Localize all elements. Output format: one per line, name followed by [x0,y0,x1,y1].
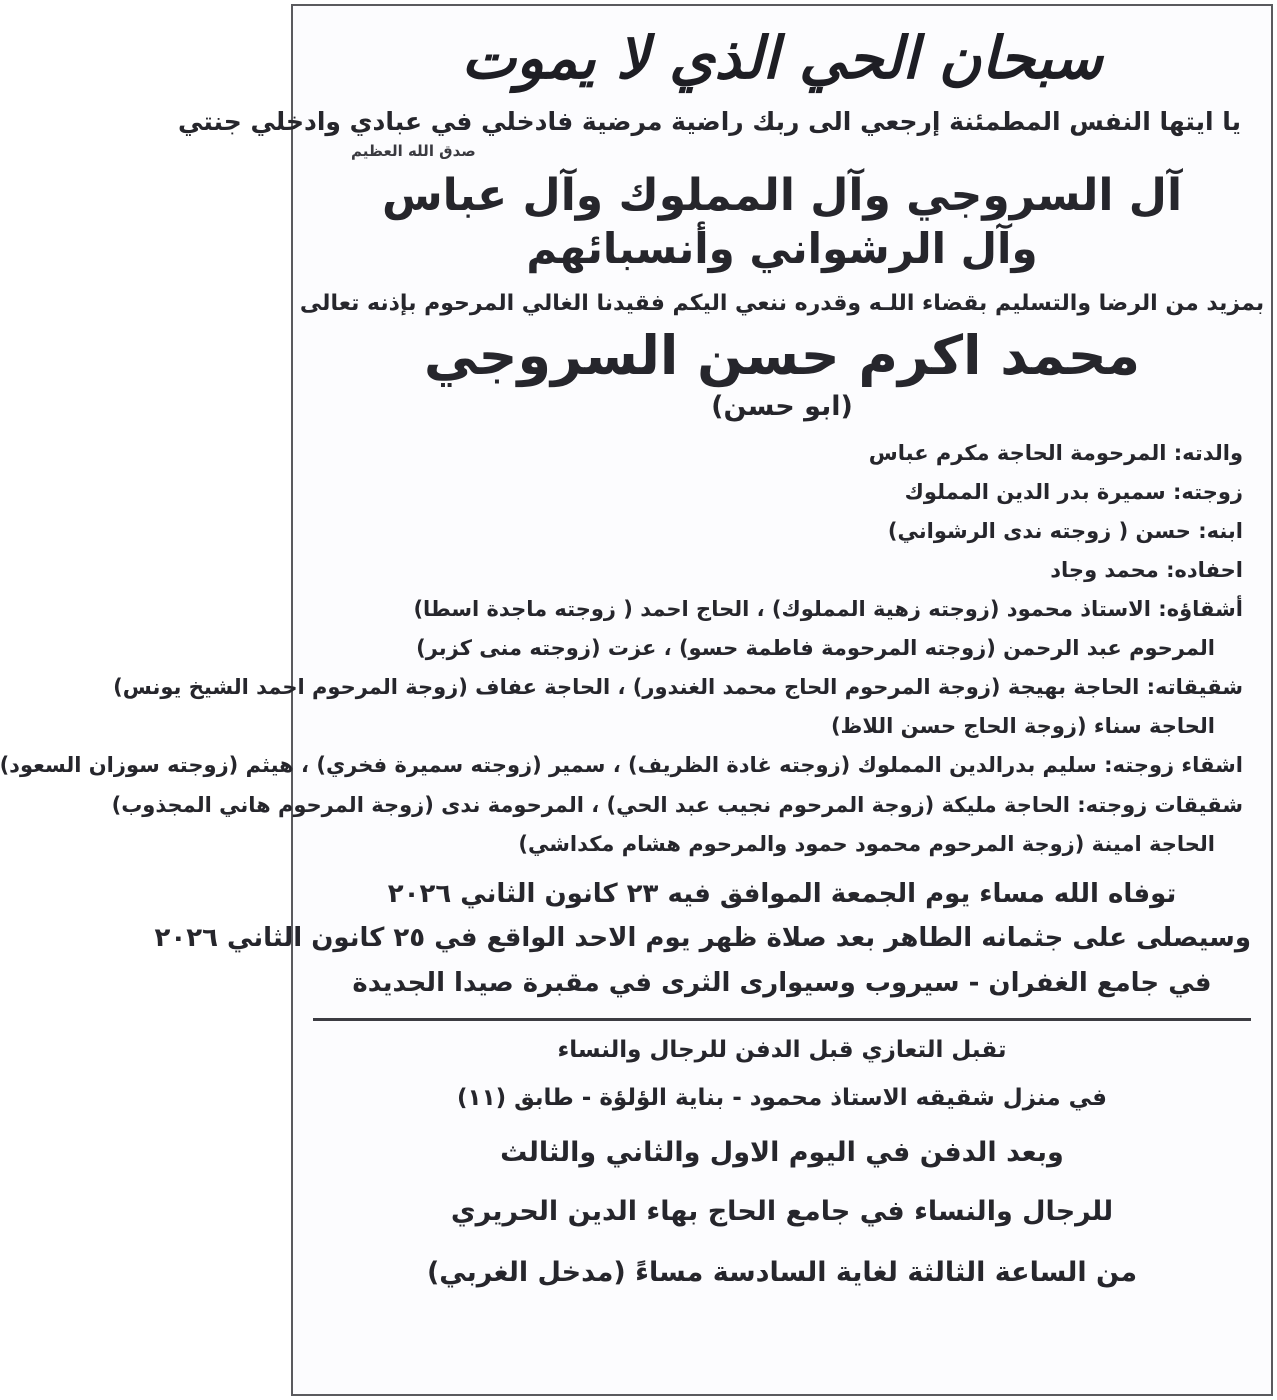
relative-wife-sisters-cont: الحاجة امينة (زوجة المرحوم محمود حمود والمرحوم هشام مكداشي) [518,831,1215,856]
quran-verse: يا ايتها النفس المطمئنة إرجعي الى ربك راضية مرضية فادخلي في عبادي وادخلي جنتي [178,106,1241,136]
relative-brothers-cont: المرحوم عبد الرحمن (زوجته المرحومة فاطمة حسو) ، عزت (زوجته منى كزبر) [416,636,1215,661]
relative-grandchildren: احفاده: محمد وجاد [1050,558,1243,583]
obituary-page [0,4,1273,1396]
family-names-line-1: آل السروجي وآل المملوك وآل عباس [381,169,1183,221]
death-date-line: توفاه الله مساء يوم الجمعة الموافق فيه ٢٣ كانون الثاني ٢٠٢٦ [387,878,1177,909]
relative-wife-sisters: شقيقات زوجته: الحاجة مليكة (زوجة المرحوم نجيب عبد الحي) ، المرحومة ندى (زوجة المرحوم هاني المجذوب) [111,792,1243,817]
relative-wife: زوجته: سميرة بدر الدين المملوك [904,480,1243,505]
relative-sisters: شقيقاته: الحاجة بهيجة (زوجة المرحوم الحاج محمد الغندور) ، الحاجة عفاف (زوجة المرحوم احمد الشيخ يونس) [113,675,1243,700]
deceased-kunya: (ابو حسن) [711,391,853,423]
relatives-list [0,434,1271,864]
relative-mother: والدته: المرحومة الحاجة مكرم عباس [868,441,1243,466]
family-names-line-2: وآل الرشواني وأنسبائهم [526,223,1038,273]
relative-sisters-cont: الحاجة سناء (زوجة الحاج حسن اللاظ) [830,714,1215,739]
condolences-hours: من الساعة الثالثة لغاية السادسة مساءً (مدخل الغربي) [426,1256,1138,1288]
deceased-name: محمد اكرم حسن السروجي [423,324,1141,388]
condolences-section [293,1037,1271,1288]
announcement-intro: بمزيد من الرضا والتسليم بقضاء اللـه وقدره ننعي اليكم فقيدنا الغالي المرحوم بإذنه تعالى [299,291,1265,317]
relative-brothers: أشقاؤه: الاستاذ محمود (زوجته زهية المملوك) ، الحاج احمد ( زوجته ماجدة اسطا) [413,597,1243,622]
relative-son: ابنه: حسن ( زوجته ندى الرشواني) [887,519,1243,544]
header-calligraphy: سبحان الحي الذي لا يموت [461,24,1103,92]
condolences-after-burial-days: وبعد الدفن في اليوم الاول والثاني والثالث [500,1136,1064,1168]
condolences-location-mosque: للرجال والنساء في جامع الحاج بهاء الدين الحريري [450,1195,1114,1227]
burial-place-line: في جامع الغفران - سيروب وسيوارى الثرى في مقبرة صيدا الجديدة [352,968,1212,999]
condolences-before-burial: تقبل التعازي قبل الدفن للرجال والنساء [557,1036,1007,1063]
verse-attribution: صدق الله العظيم [351,141,476,160]
condolences-location-home: في منزل شقيقه الاستاذ محمود - بناية الؤلؤة - طابق (١١) [457,1084,1107,1111]
death-notice [154,872,1271,1006]
relative-wife-brothers: اشقاء زوجته: سليم بدرالدين المملوك (زوجته غادة الظريف) ، سمير (زوجته سميرة فخري) ، هيثم (زوجته سوزان السعود) [0,753,1243,778]
section-divider [313,1018,1251,1021]
funeral-prayer-line: وسيصلى على جثمانه الطاهر بعد صلاة ظهر يوم الاحد الواقع في ٢٥ كانون الثاني ٢٠٢٦ [154,923,1251,954]
